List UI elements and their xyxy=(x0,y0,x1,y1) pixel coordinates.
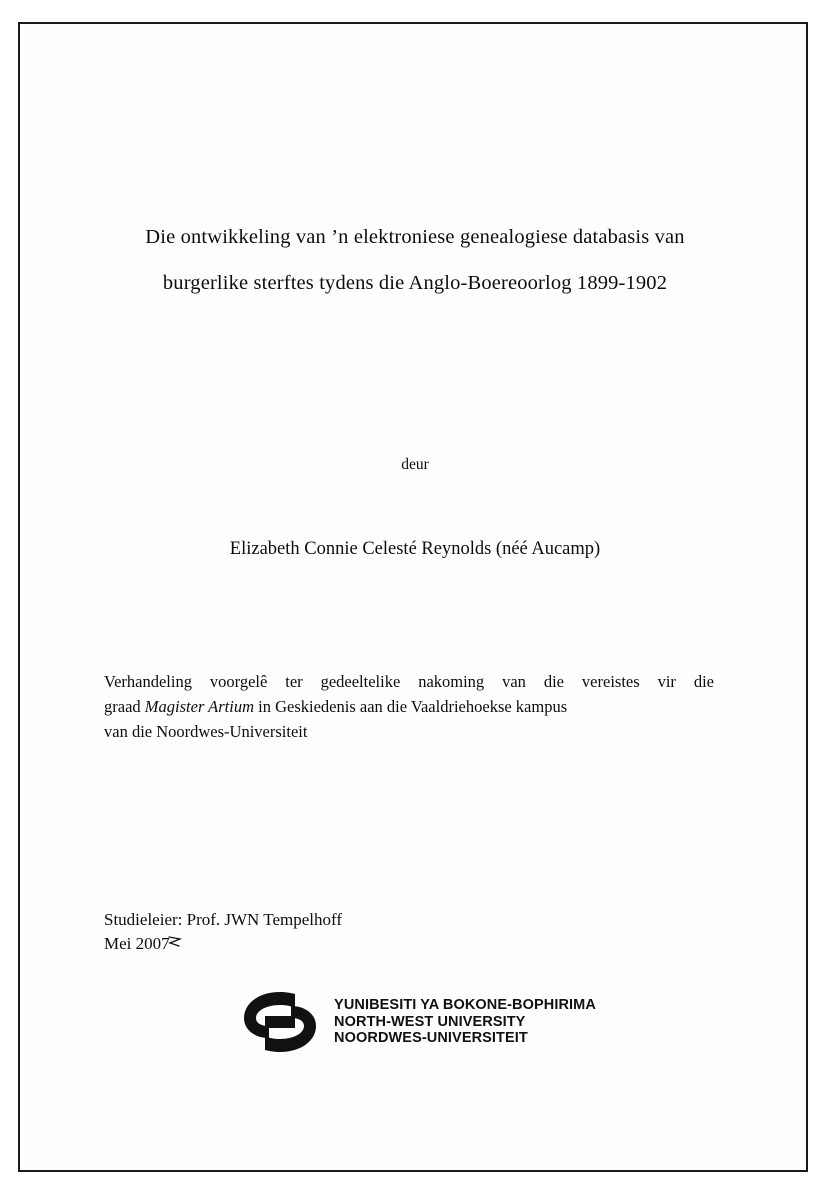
author-name: Elizabeth Connie Celesté Reynolds (néé Aucamp) xyxy=(229,539,601,559)
degree-statement-line-1: Verhandeling voorgelê ter gedeeltelike nakoming van die vereistes vir die xyxy=(104,672,714,691)
degree-statement-line-2 xyxy=(104,694,714,719)
title-line-2: burgerlike sterftes tydens die Anglo-Boereoorlog 1899-1902 xyxy=(162,272,668,294)
author-label: deur xyxy=(401,456,429,473)
degree-statement xyxy=(104,669,714,744)
page-title xyxy=(104,214,726,306)
university-logo xyxy=(104,986,726,1058)
logo-group xyxy=(234,986,596,1058)
date-text: Mei 2007 xyxy=(104,934,170,953)
logo-text-line-2: NORTH-WEST UNIVERSITY xyxy=(334,1013,526,1030)
title-line-1: Die ontwikkeling van ’n elektroniese genealogiese databasis van xyxy=(145,226,685,248)
degree-statement-line-2-post: in Geskiedenis aan die Vaaldriehoekse kampus xyxy=(254,697,568,716)
page-content xyxy=(104,24,726,1170)
degree-statement-line-2-pre: graad xyxy=(104,697,145,716)
north-west-university-logo-mark-icon xyxy=(234,986,326,1058)
supervisor-block xyxy=(104,908,726,956)
supervisor-line: Studieleier: Prof. JWN Tempelhoff xyxy=(104,910,343,929)
degree-statement-line-3: van die Noordwes-Universiteit xyxy=(104,722,308,741)
logo-text-line-1: YUNIBESITI YA BOKONE-BOPHIRIMA xyxy=(334,997,596,1014)
logo-text-line-3: NOORDWES-UNIVERSITEIT xyxy=(334,1030,528,1047)
date-line xyxy=(104,932,170,956)
logo-text-block xyxy=(334,997,596,1047)
page-border xyxy=(18,22,808,1172)
handwritten-mark-icon xyxy=(168,934,182,950)
degree-name: Magister Artium xyxy=(144,697,255,716)
